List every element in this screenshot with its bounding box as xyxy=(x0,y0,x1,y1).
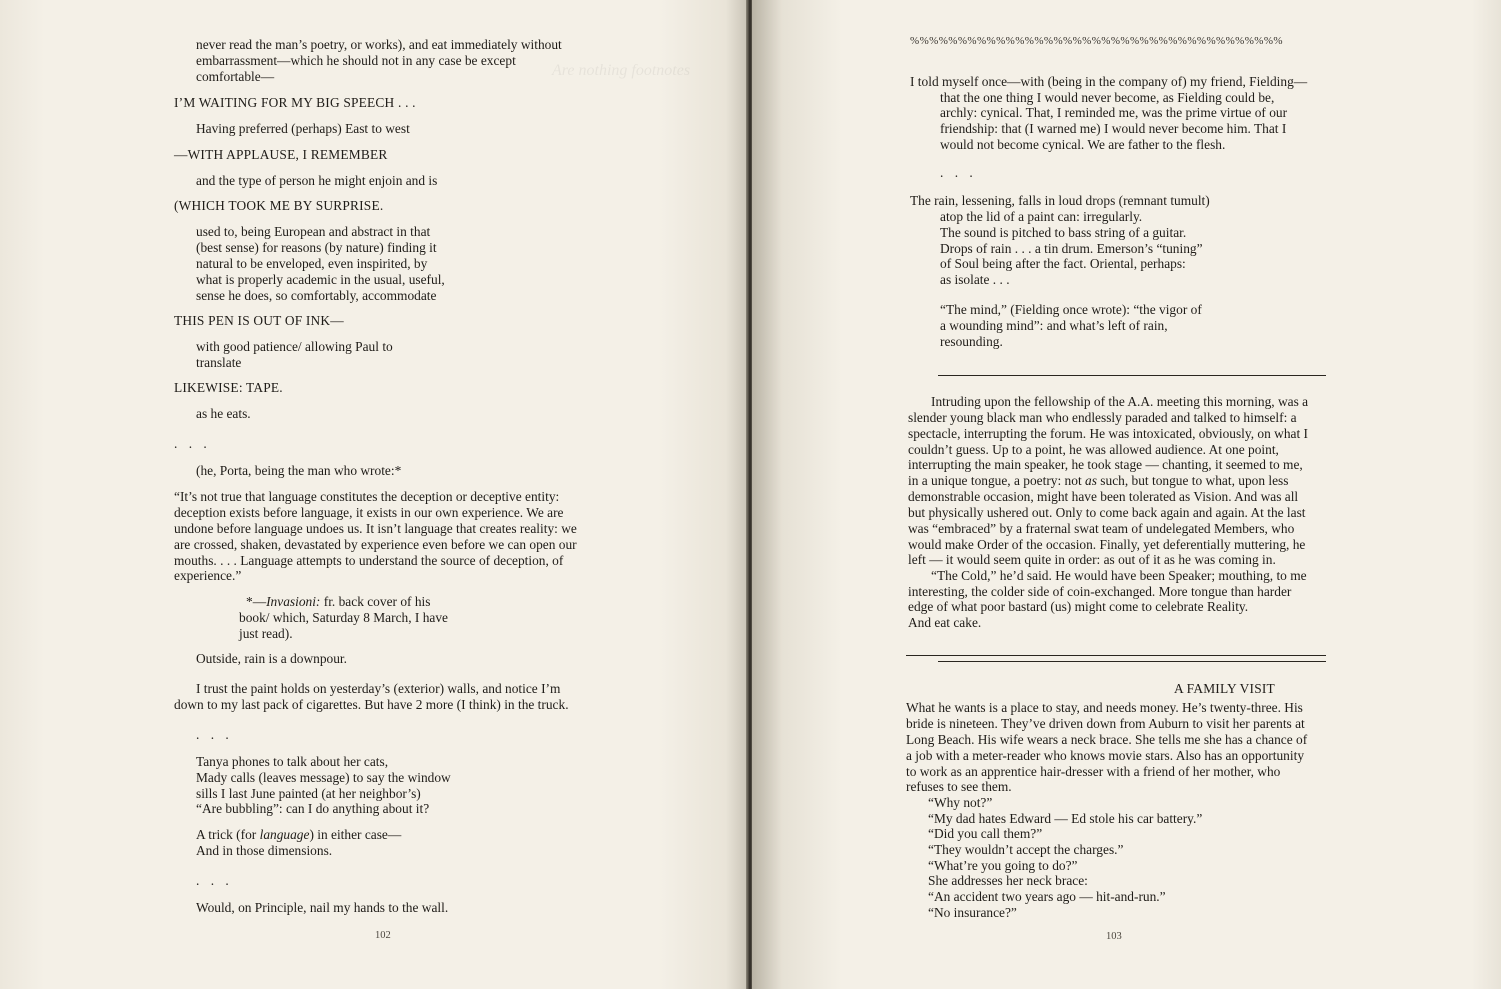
text-line: The rain, lessening, falls in loud drops (remnant tumult) xyxy=(910,193,1210,208)
text-line: What he wants is a place to stay, and needs money. He’s twenty-three. His xyxy=(906,700,1303,715)
text-line: as he eats. xyxy=(196,406,251,421)
text-line: comfortable— xyxy=(196,69,275,84)
ellipsis-break: . . . xyxy=(196,727,233,742)
text-line: Drops of rain . . . a tin drum. Emerson’s “tuning” xyxy=(940,241,1203,256)
text-line: interesting, the colder side of coin-exchanged. More tongue than harder xyxy=(908,584,1292,599)
text-line: “The mind,” (Fielding once wrote): “the vigor of xyxy=(940,302,1202,317)
text-line: resounding. xyxy=(940,334,1003,349)
text-line: And in those dimensions. xyxy=(196,843,333,858)
text-line: The sound is pitched to bass string of a guitar. xyxy=(940,225,1187,240)
dialogue-line: “An accident two years ago — hit-and-run.” xyxy=(928,889,1166,904)
text-line: bride is nineteen. They’ve driven down from Auburn to visit her parents at xyxy=(906,716,1305,731)
footnote-line: book/ which, Saturday 8 March, I have xyxy=(239,610,448,625)
text-line: And eat cake. xyxy=(908,615,982,630)
text-line: A trick (for language) in either case— xyxy=(196,827,402,842)
left-page xyxy=(0,0,748,989)
dialogue-line: “Why not?” xyxy=(928,795,993,810)
text-line: used to, being European and abstract in that xyxy=(196,224,431,239)
text-line: Tanya phones to talk about her cats, xyxy=(196,754,389,769)
dialogue-line: “What’re you going to do?” xyxy=(928,858,1078,873)
text-line: left — it would seem quite in order: as out of it as he was coming in. xyxy=(908,552,1276,567)
ellipsis-break: . . . xyxy=(174,436,211,451)
text-line: Outside, rain is a downpour. xyxy=(196,651,347,666)
text-line: I trust the paint holds on yesterday’s (exterior) walls, and notice I’m xyxy=(196,681,561,696)
section-title: A FAMILY VISIT xyxy=(1174,681,1275,696)
caps-heading: (WHICH TOOK ME BY SURPRISE. xyxy=(174,198,384,213)
text-line: but physically ushered out. Only to come back again and again. At the last xyxy=(908,505,1306,520)
text-line: would make Order of the occasion. Finally, yet deferentially muttering, he xyxy=(908,537,1306,552)
text-line: that the one thing I would never become, as Fielding could be, xyxy=(940,90,1275,105)
dialogue-line: “Did you call them?” xyxy=(928,826,1043,841)
text-line: slender young black man who endlessly paraded and talked to himself: a xyxy=(908,410,1297,425)
quote-line: undone before language undoes us. It isn’t language that creates reality: we xyxy=(174,521,577,536)
text-line: sills I last June painted (at her neighbor’s) xyxy=(196,786,421,801)
text-line: would not become cynical. We are father to the flesh. xyxy=(940,137,1226,152)
quote-line: deception exists before language, it exists in our own experience. We are xyxy=(174,505,564,520)
caps-heading: LIKEWISE: TAPE. xyxy=(174,380,283,395)
text-line: atop the lid of a paint can: irregularly. xyxy=(940,209,1143,224)
dialogue-line: “My dad hates Edward — Ed stole his car battery.” xyxy=(928,811,1203,826)
section-rule xyxy=(938,661,1326,662)
text-line: (he, Porta, being the man who wrote:* xyxy=(196,463,402,478)
text-line: couldn’t guess. Up to a point, he was allowed audience. At one point, xyxy=(908,442,1279,457)
text-line: to work as an apprentice hair-dresser with a friend of her mother, who xyxy=(906,764,1281,779)
caps-heading: THIS PEN IS OUT OF INK— xyxy=(174,313,344,328)
text-line: “Are bubbling”: can I do anything about it? xyxy=(196,801,430,816)
quote-line: experience.” xyxy=(174,568,242,583)
text-line: Would, on Principle, nail my hands to the wall. xyxy=(196,900,449,915)
quote-line: are crossed, shaken, devastated by experience even before we can open our xyxy=(174,537,577,552)
text-line: friendship: that (I warned me) I would never become him. That I xyxy=(940,121,1287,136)
text-line: was “embraced” by a fraternal swat team of undelegated Members, who xyxy=(908,521,1295,536)
text-line: Intruding upon the fellowship of the A.A. meeting this morning, was a xyxy=(931,394,1309,409)
text-line: interrupting the main speaker, he took stage — chanting, it seemed to me, xyxy=(908,457,1303,472)
footnote-line: just read). xyxy=(239,626,293,641)
text-line: in a unique tongue, a poetry: not as such, but tongue to what, upon less xyxy=(908,473,1289,488)
caps-heading: —WITH APPLAUSE, I REMEMBER xyxy=(174,147,388,162)
caps-heading: I’M WAITING FOR MY BIG SPEECH . . . xyxy=(174,95,416,110)
text-line: (best sense) for reasons (by nature) finding it xyxy=(196,240,437,255)
text-line: with good patience/ allowing Paul to xyxy=(196,339,393,354)
section-rule xyxy=(906,655,1326,656)
show-through-text: Are nothing footnotes xyxy=(552,62,691,79)
ellipsis-break: . . . xyxy=(940,165,977,180)
quote-line: mouths. . . . Language attempts to understand the source of deception, of xyxy=(174,553,564,568)
text-line: embarrassment—which he should not in any case be except xyxy=(196,53,516,68)
text-line: I told myself once—with (being in the company of) my friend, Fielding— xyxy=(910,74,1308,89)
text-line: Long Beach. His wife wears a neck brace. She tells me she has a chance of xyxy=(906,732,1308,747)
text-line: archly: cynical. That, I reminded me, was the prime virtue of our xyxy=(940,105,1288,120)
text-line: translate xyxy=(196,355,242,370)
text-line: down to my last pack of cigarettes. But have 2 more (I think) in the truck. xyxy=(174,697,569,712)
footnote-line: *—Invasioni: fr. back cover of his xyxy=(246,594,431,609)
text-line: sense he does, so comfortably, accommodate xyxy=(196,288,437,303)
quote-line: “It’s not true that language constitutes the deception or deceptive entity: xyxy=(174,489,560,504)
ornament-border: %%%%%%%%%%%%%%%%%%%%%%%%%%%%%%%%%%%%%%% xyxy=(910,35,1283,47)
text-line: never read the man’s poetry, or works), and eat immediately without xyxy=(196,37,562,52)
text-line: refuses to see them. xyxy=(906,779,1012,794)
text-line: “The Cold,” he’d said. He would have been Speaker; mouthing, to me xyxy=(931,568,1307,583)
dialogue-line: “No insurance?” xyxy=(928,905,1017,920)
dialogue-line: She addresses her neck brace: xyxy=(928,873,1088,888)
text-line: a job with a meter-reader who knows movie stars. Also has an opportunity xyxy=(906,748,1305,763)
text-line: demonstrable occasion, might have been tolerated as Vision. And was all xyxy=(908,489,1299,504)
text-line: a wounding mind”: and what’s left of rain, xyxy=(940,318,1168,333)
text-line: natural to be enveloped, even inspirited, by xyxy=(196,256,428,271)
section-rule xyxy=(938,375,1326,376)
text-line: as isolate . . . xyxy=(940,272,1010,287)
text-line: edge of what poor bastard (us) might come to celebrate Reality. xyxy=(908,599,1249,614)
text-line: spectacle, interrupting the forum. He was intoxicated, obviously, on what I xyxy=(908,426,1308,441)
text-line: Mady calls (leaves message) to say the window xyxy=(196,770,451,785)
ellipsis-break: . . . xyxy=(196,873,233,888)
page-number: 103 xyxy=(1106,931,1122,942)
dialogue-line: “They wouldn’t accept the charges.” xyxy=(928,842,1124,857)
page-number: 102 xyxy=(375,930,391,941)
text-line: of Soul being after the fact. Oriental, perhaps: xyxy=(940,256,1186,271)
text-line: Having preferred (perhaps) East to west xyxy=(196,121,410,136)
text-line: what is properly academic in the usual, useful, xyxy=(196,272,445,287)
text-line: and the type of person he might enjoin and is xyxy=(196,173,438,188)
